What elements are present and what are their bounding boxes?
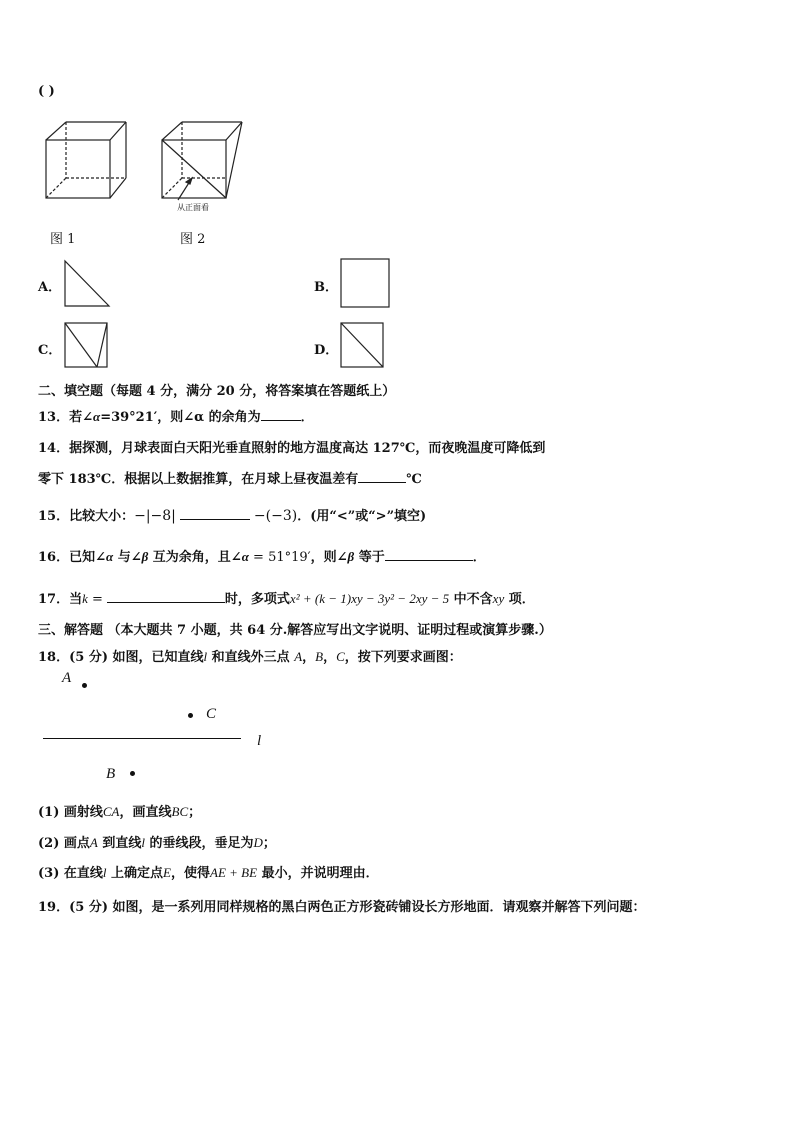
q13-suffix: ． [300, 410, 314, 425]
option-a-label: A． [38, 280, 62, 295]
q16-beta-2: β [347, 549, 355, 564]
step2-mid2: 的垂线段，垂足为 [144, 836, 254, 851]
step2-mid: 到直线 [97, 836, 142, 851]
q17-prefix: 17．当 [38, 592, 83, 607]
q15-answer-blank[interactable] [180, 507, 250, 520]
q16-beta: β [141, 549, 149, 564]
q17-tail-1: 中不含 [449, 592, 493, 607]
q18-intro-suffix: ，按下列要求画图： [344, 650, 462, 665]
q16-alpha-2: α [241, 549, 249, 564]
q17-polynomial: x² + (k − 1)xy − 3y² − 2xy − 5 [289, 591, 450, 606]
q14-answer-blank[interactable] [358, 470, 406, 483]
question-14-line-1: 14．据探测，月球表面白天阳光垂直照射的地方温度高达 127℃，而夜晚温度可降低到 [38, 441, 546, 456]
option-a-figure [64, 260, 112, 308]
step3-mid2: ，使得 [170, 866, 210, 881]
q16-mid4: 等于 [354, 550, 385, 565]
figure-1-label: 图 1 [50, 232, 76, 247]
q13-mid: =39°21′，则∠α 的余角为 [100, 410, 261, 425]
question-17 [38, 588, 535, 607]
step1-ray: CA [102, 804, 120, 819]
q17-tail-2: 项． [504, 592, 535, 607]
q18-intro-mid: 和直线外三点 [207, 650, 295, 665]
step3-prefix: (3) 在直线 [38, 866, 103, 881]
figure-1-cube [40, 118, 130, 200]
view-direction-note: 从正面看 [177, 203, 209, 212]
step2-suffix: ； [262, 836, 276, 851]
question-16 [38, 546, 486, 565]
step1-prefix: (1) 画射线 [38, 805, 103, 820]
option-b-label: B． [314, 280, 338, 295]
step1-line: BC [171, 804, 189, 819]
point-c-label: C [206, 706, 217, 722]
q16-alpha: α [105, 549, 114, 564]
q16-suffix: ． [472, 550, 486, 565]
q14-line2-suffix: ℃ [406, 472, 422, 487]
step3-suffix: 最小，并说明理由． [257, 866, 379, 881]
q16-mid2: 互为余角，且∠ [148, 550, 242, 565]
q13-prefix: 13．若∠ [38, 410, 93, 425]
q18-a: A [294, 649, 303, 664]
question-13 [38, 406, 314, 425]
q16-answer-blank[interactable] [385, 548, 473, 561]
question-18-step-1 [38, 801, 201, 820]
step2-a: A [89, 835, 98, 850]
question-18-intro: 18．(5 分) 如图，已知直线l 和直线外三点 A，B，C，按下列要求画图： [38, 649, 462, 665]
q17-equals: = [87, 592, 103, 607]
step3-expression: AE + BE [210, 865, 258, 880]
q13-answer-blank[interactable] [261, 408, 301, 421]
q16-prefix: 16．已知∠ [38, 550, 106, 565]
q18-c: C [336, 649, 345, 664]
step2-d: D [253, 835, 263, 850]
option-c-figure [64, 322, 110, 370]
q15-prefix: 15．比较大小： [38, 509, 135, 524]
step2-l: l [141, 835, 145, 850]
step3-mid: 上确定点 [106, 866, 164, 881]
q17-mid: 时，多项式 [224, 592, 290, 607]
q16-mid1: 与∠ [113, 550, 142, 565]
q18-b: B [315, 649, 324, 664]
point-a-label: A [62, 670, 72, 686]
question-18-step-3 [38, 862, 379, 881]
step3-l: l [102, 865, 107, 880]
point-a-dot [82, 683, 87, 688]
figure-2-cut-cube [156, 118, 256, 200]
q18-intro-prefix: 18．(5 分) 如图，已知直线 [38, 650, 204, 665]
q15-suffix: ．(用“<”或“>”填空) [297, 509, 427, 524]
line-l-label: l [257, 733, 262, 749]
q14-line2-prefix: 零下 183℃．根据以上数据推算，在月球上昼夜温差有 [38, 472, 359, 487]
question-14-line-2 [38, 468, 422, 487]
option-d-label: D． [314, 343, 339, 358]
option-d-figure [340, 322, 386, 370]
question-15 [38, 505, 426, 524]
q13-alpha: α [92, 409, 101, 424]
q15-left-expression: −|−8| [134, 508, 176, 524]
question-19: 19．(5 分) 如图，是一系列用同样规格的黑白两色正方形瓷砖铺设长方形地面．请观察并解答下列问题： [38, 900, 646, 915]
section-3-heading: 三、解答题 （本大题共 7 小题，共 64 分.解答应写出文字说明、证明过程或演算步骤.） [38, 623, 552, 638]
q17-k: k [82, 591, 88, 606]
figure-2-label: 图 2 [180, 232, 206, 247]
q18-l: l [203, 649, 208, 664]
step2-prefix: (2) 画点 [38, 836, 90, 851]
step1-suffix: ； [188, 805, 202, 820]
section-2-heading: 二、填空题（每题 4 分，满分 20 分，将答案填在答题纸上） [38, 384, 396, 399]
option-b-figure [340, 258, 392, 310]
q16-value: = 51°19′ [248, 550, 311, 565]
point-c-dot [188, 713, 193, 718]
point-b-dot [130, 771, 135, 776]
q17-xy: xy [492, 591, 505, 606]
line-l [43, 738, 241, 739]
answer-bracket: ( ) [38, 84, 55, 99]
step1-mid: ，画直线 [119, 805, 172, 820]
point-b-label: B [106, 766, 116, 782]
q16-mid3: ，则∠ [310, 550, 348, 565]
q17-answer-blank[interactable] [107, 590, 225, 603]
question-18-step-2 [38, 832, 276, 851]
step3-e: E [163, 865, 171, 880]
q15-right-expression: −(−3) [253, 508, 298, 524]
option-c-label: C． [38, 343, 62, 358]
